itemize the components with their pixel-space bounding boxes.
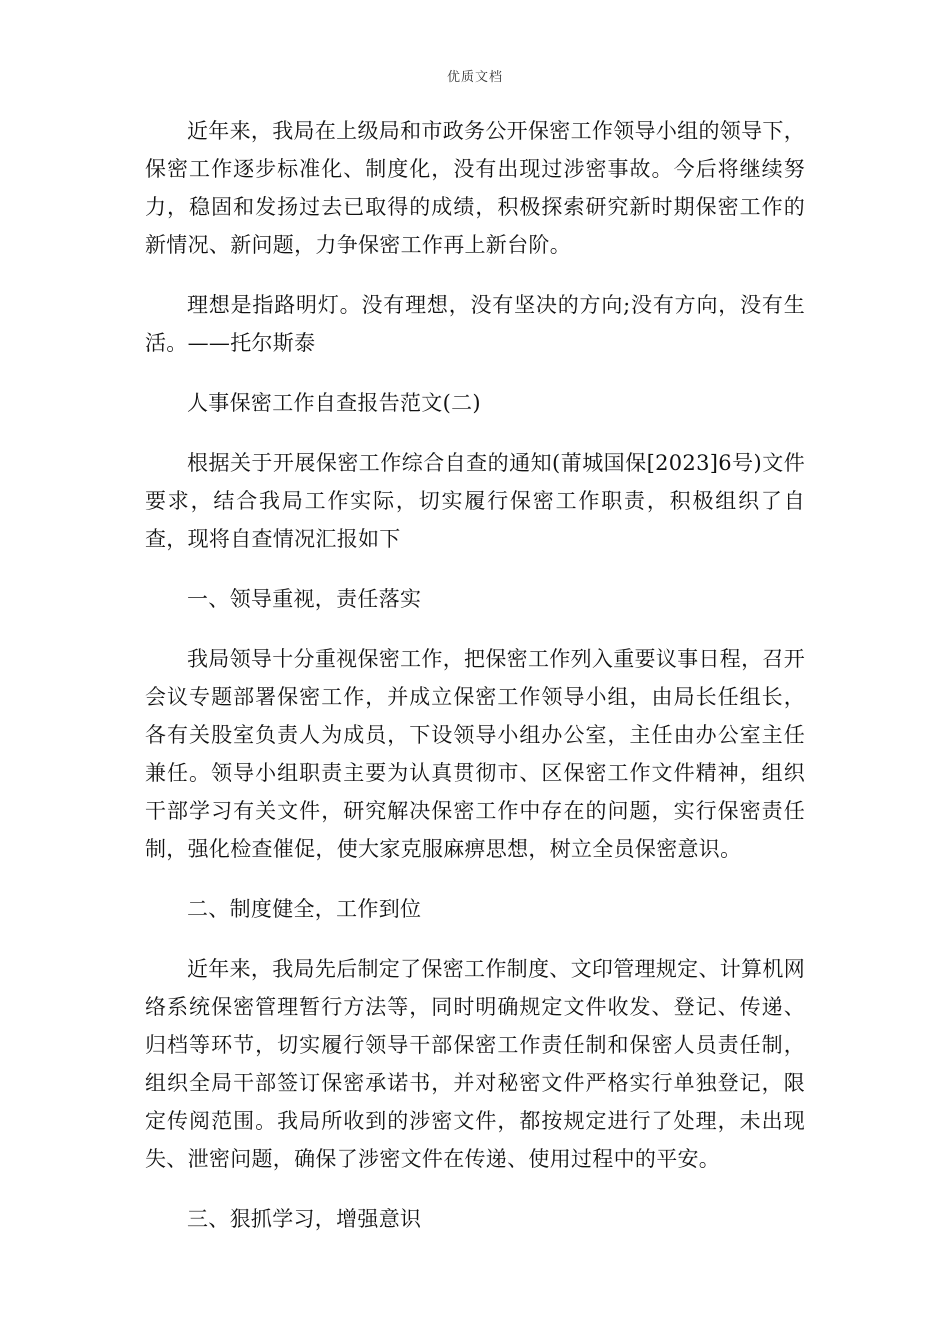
paragraph-quote: 理想是指路明灯。没有理想，没有坚决的方向;没有方向，没有生活。——托尔斯泰 (145, 293, 805, 355)
page-header: 优质文档 (446, 70, 503, 85)
document-body (145, 112, 805, 1260)
paragraph-section-2: 近年来，我局先后制定了保密工作制度、文印管理规定、计算机网络系统保密管理暂行方法等，同时明确规定文件收发、登记、传递、归档等环节，切实履行领导干部保密工作责任制和保密人员责任制，组织全局干部签订保密承诺书，并对秘密文件严格实行单独登记，限定传阅范围。我局所收到的涉密文件，都按规定进行了处理，未出现失、泄密问题，确保了涉密文件在传递、使用过程中的平安。 (145, 957, 805, 1171)
section-heading-1: 一、领导重视，责任落实 (187, 587, 422, 611)
paragraph-intro: 近年来，我局在上级局和市政务公开保密工作领导小组的领导下，保密工作逐步标准化、制度化，没有出现过涉密事故。今后将继续努力，稳固和发扬过去已取得的成绩，积极探索研究新时期保密工作的新情况、新问题，力争保密工作再上新台阶。 (145, 119, 805, 257)
document-subtitle: 人事保密工作自查报告范文(二) (187, 391, 481, 415)
section-heading-3: 三、狠抓学习，增强意识 (187, 1207, 422, 1231)
paragraph-notice: 根据关于开展保密工作综合自查的通知(莆城国保[2023]6号)文件要求，结合我局工作实际，切实履行保密工作职责，积极组织了自查，现将自查情况汇报如下 (145, 451, 805, 551)
paragraph-section-1: 我局领导十分重视保密工作，把保密工作列入重要议事日程，召开会议专题部署保密工作，并成立保密工作领导小组，由局长任组长，各有关股室负责人为成员，下设领导小组办公室，主任由办公室主任兼任。领导小组职责主要为认真贯彻市、区保密工作文件精神，组织干部学习有关文件，研究解决保密工作中存在的问题，实行保密责任制，强化检查催促，使大家克服麻痹思想，树立全员保密意识。 (145, 647, 805, 861)
section-heading-2: 二、制度健全，工作到位 (187, 897, 422, 921)
